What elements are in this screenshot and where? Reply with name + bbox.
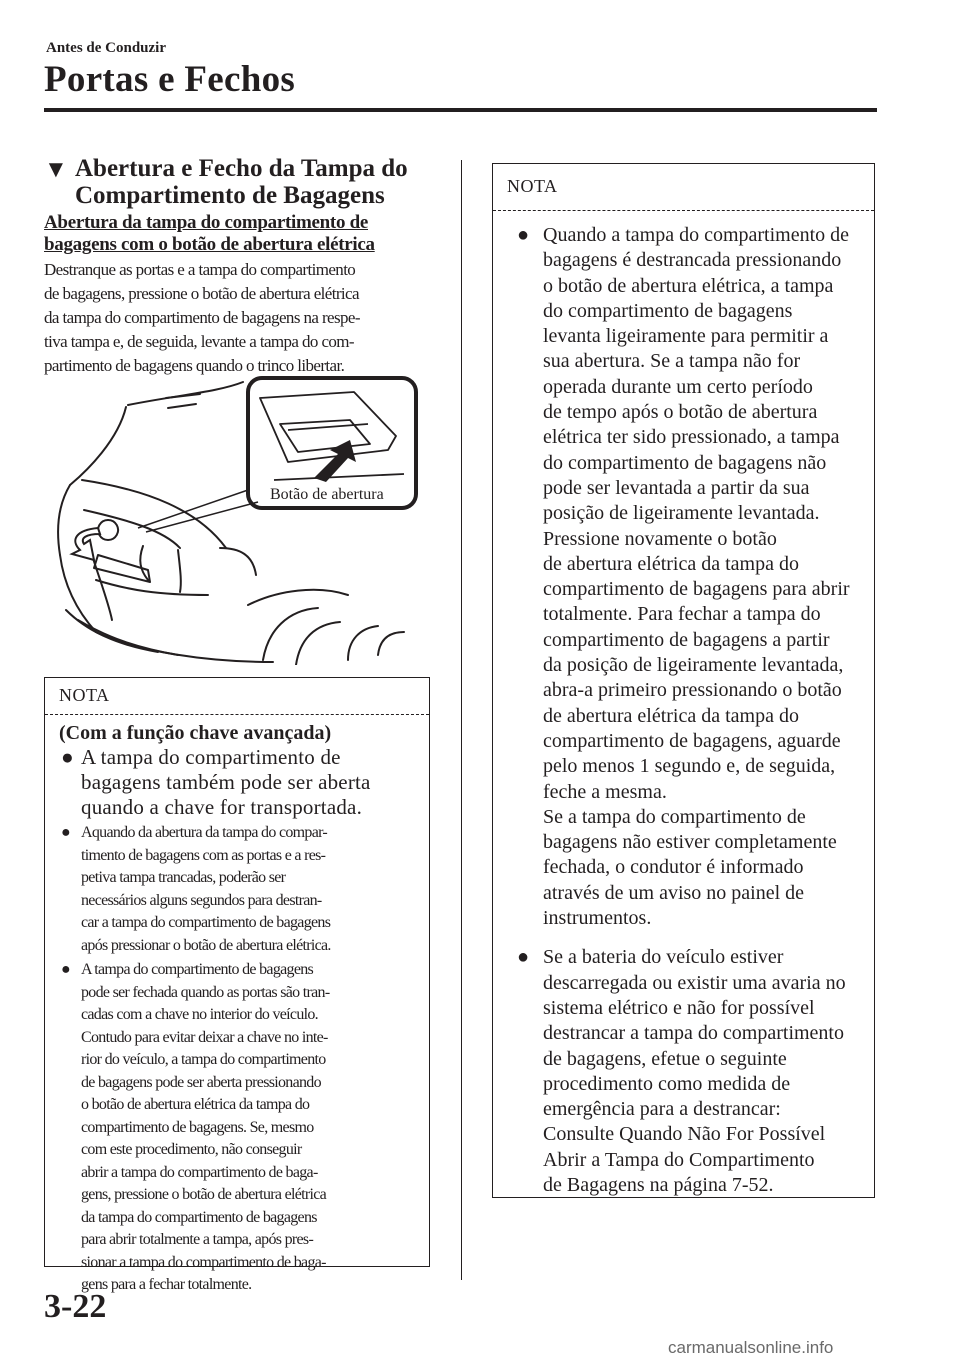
- bullet-line: de abertura elétrica da tampa do: [543, 552, 799, 575]
- bullet-line: compartimento de bagagens. Se, mesmo: [81, 1118, 314, 1136]
- bullet-line: feche a mesma.: [543, 780, 667, 803]
- bullet-line: totalmente. Para fechar a tampa do: [543, 603, 821, 626]
- bullet-line: quando a chave for transportada.: [81, 795, 363, 819]
- bullet-line: procedimento como medida de: [543, 1072, 791, 1095]
- note-bullet-item: [59, 822, 417, 957]
- note-bullet-item: [59, 745, 417, 820]
- bullet-line: abra-a primeiro pressionando o botão: [543, 679, 842, 702]
- note-bullet-item: [507, 945, 862, 1198]
- watermark: carmanualsonline.info: [668, 1338, 834, 1357]
- bullet-line: gens, pressione o botão de abertura elétrica: [81, 1186, 327, 1203]
- bullet-line: instrumentos.: [543, 907, 652, 930]
- bullet-line: elétrica ter sido pressionado, a tampa: [543, 426, 840, 449]
- section-title-line: Compartimento de Bagagens: [75, 182, 385, 209]
- bullet-line: fechada, o condutor é informado: [543, 856, 804, 879]
- bullet-line: timento de bagagens com as portas e a res-: [81, 846, 326, 864]
- bullet-line: da posição de ligeiramente levantada,: [543, 654, 844, 677]
- left-column: [44, 155, 432, 378]
- bullet-line: sistema elétrico e não for possível: [543, 996, 815, 1019]
- bullet-line: de bagagens, efetue o seguinte: [543, 1047, 787, 1070]
- figure-callout-label: Botão de abertura: [270, 486, 384, 503]
- bullet-line: para abrir totalmente a tampa, após pres-: [81, 1231, 314, 1248]
- page-title: Portas e Fechos: [44, 59, 296, 100]
- note-subheading: (Com a função chave avançada): [59, 722, 332, 744]
- bullet-line: Se a tampa do compartimento de: [543, 805, 806, 828]
- bullet-line: compartimento de bagagens para abrir: [543, 578, 850, 601]
- bullet-line: gens para a fechar totalmente.: [81, 1276, 252, 1293]
- header-rule: [44, 108, 877, 112]
- bullet-line: do compartimento de bagagens: [543, 299, 793, 322]
- bullet-line: posição de ligeiramente levantada.: [543, 502, 820, 525]
- bullet-line: Consulte Quando Não For Possível: [543, 1123, 826, 1146]
- bullet-line: pode ser fechada quando as portas são tran-: [81, 983, 330, 1001]
- section-label: Antes de Conduzir: [46, 40, 167, 56]
- bullet-line: compartimento de bagagens, aguarde: [543, 729, 841, 752]
- paragraph-line: Destranque as portas e a tampa do compartimento: [44, 260, 356, 279]
- bullet-line: bagagens também pode ser aberta: [81, 770, 371, 794]
- paragraph-line: de bagagens, pressione o botão de abertura elétrica: [44, 284, 359, 303]
- bullet-line: pelo menos 1 segundo e, de seguida,: [543, 755, 836, 778]
- note-bullet-item: [59, 959, 417, 1297]
- bullet-icon: ●: [517, 224, 530, 246]
- bullet-line: rior do veículo, a tampa do compartimento: [81, 1051, 326, 1068]
- bullet-line: pode ser levantada a partir da sua: [543, 476, 810, 499]
- bullet-line: o botão de abertura elétrica, a tampa: [543, 274, 834, 297]
- bullet-line: necessários alguns segundos para destran-: [81, 891, 322, 909]
- bullet-line: emergência para a destrancar:: [543, 1098, 781, 1121]
- note-body: [493, 210, 874, 1204]
- bullet-icon: ●: [61, 961, 70, 978]
- bullet-line: levanta ligeiramente para permitir a: [543, 325, 829, 348]
- note-bullet-item: [507, 223, 862, 931]
- column-divider: [461, 160, 462, 1280]
- bullet-line: descarregada ou existir uma avaria no: [543, 971, 846, 994]
- bullet-line: car a tampa do compartimento de bagagens: [81, 914, 331, 931]
- bullet-icon: ●: [517, 946, 530, 969]
- paragraph-line: partimento de bagagens quando o trinco libertar.: [44, 356, 345, 375]
- bullet-line: Quando a tampa do compartimento de: [543, 224, 850, 246]
- bullet-line: petiva tampa trancadas, poderão ser: [81, 869, 286, 886]
- section-title: [44, 155, 432, 209]
- bullet-line: Pressione novamente o botão: [543, 527, 777, 550]
- note-body: [45, 714, 429, 1303]
- bullet-line: sionar a tampa do compartimento de baga-: [81, 1253, 326, 1271]
- bullet-line: através de um aviso no painel de: [543, 881, 805, 904]
- triangle-marker-icon: ▼: [44, 157, 68, 183]
- bullet-line: operada durante um certo período: [543, 375, 813, 398]
- bullet-line: com este procedimento, não conseguir: [81, 1141, 302, 1158]
- note-box-left: [44, 677, 430, 1293]
- bullet-line: compartimento de bagagens a partir: [543, 628, 830, 651]
- note-box-right: [492, 163, 875, 1198]
- bullet-line: da tampa do compartimento de bagagens: [81, 1208, 317, 1226]
- bullet-line: de tempo após o botão de abertura: [543, 401, 818, 424]
- subsection-title: [44, 212, 432, 256]
- paragraph-line: tiva tampa e, de seguida, levante a tampa do com-: [44, 332, 354, 351]
- bullet-line: cadas com a chave no interior do veículo.: [81, 1006, 318, 1023]
- subsection-title-line: Abertura da tampa do compartimento de: [44, 212, 369, 233]
- bullet-line: A tampa do compartimento de bagagens: [81, 961, 314, 978]
- subsection-title-line: bagagens com o botão de abertura elétrica: [44, 234, 375, 255]
- bullet-icon: ●: [61, 824, 70, 841]
- bullet-line: bagagens é destrancada pressionando: [543, 249, 842, 272]
- intro-paragraph: [44, 258, 432, 378]
- section-title-line: Abertura e Fecho da Tampa do: [75, 155, 408, 182]
- bullet-line: Aquando da abertura da tampa do compar-: [81, 824, 328, 841]
- bullet-line: sua abertura. Se a tampa não for: [543, 350, 801, 373]
- paragraph-line: da tampa do compartimento de bagagens na respe-: [44, 308, 360, 327]
- bullet-icon: ●: [61, 745, 74, 769]
- page-number: 3-22: [44, 1288, 107, 1325]
- bullet-line: de Bagagens na página 7-52.: [543, 1173, 774, 1196]
- bullet-line: abrir a tampa do compartimento de baga-: [81, 1163, 318, 1181]
- bullet-line: do compartimento de bagagens não: [543, 451, 827, 474]
- bullet-line: de abertura elétrica da tampa do: [543, 704, 799, 727]
- bullet-line: A tampa do compartimento de: [81, 745, 341, 769]
- bullet-line: o botão de abertura elétrica da tampa do: [81, 1096, 310, 1113]
- note-heading: NOTA: [507, 176, 558, 196]
- liftgate-illustration: [48, 370, 438, 665]
- bullet-line: após pressionar o botão de abertura elétrica.: [81, 936, 331, 954]
- note-heading: NOTA: [59, 685, 110, 705]
- bullet-line: bagagens não estiver completamente: [543, 831, 837, 854]
- bullet-line: Abrir a Tampa do Compartimento: [543, 1148, 815, 1171]
- bullet-line: de bagagens pode ser aberta pressionando: [81, 1073, 321, 1091]
- bullet-line: Se a bateria do veículo estiver: [543, 946, 784, 969]
- bullet-line: destrancar a tampa do compartimento: [543, 1022, 844, 1045]
- bullet-line: Contudo para evitar deixar a chave no inte-: [81, 1028, 328, 1046]
